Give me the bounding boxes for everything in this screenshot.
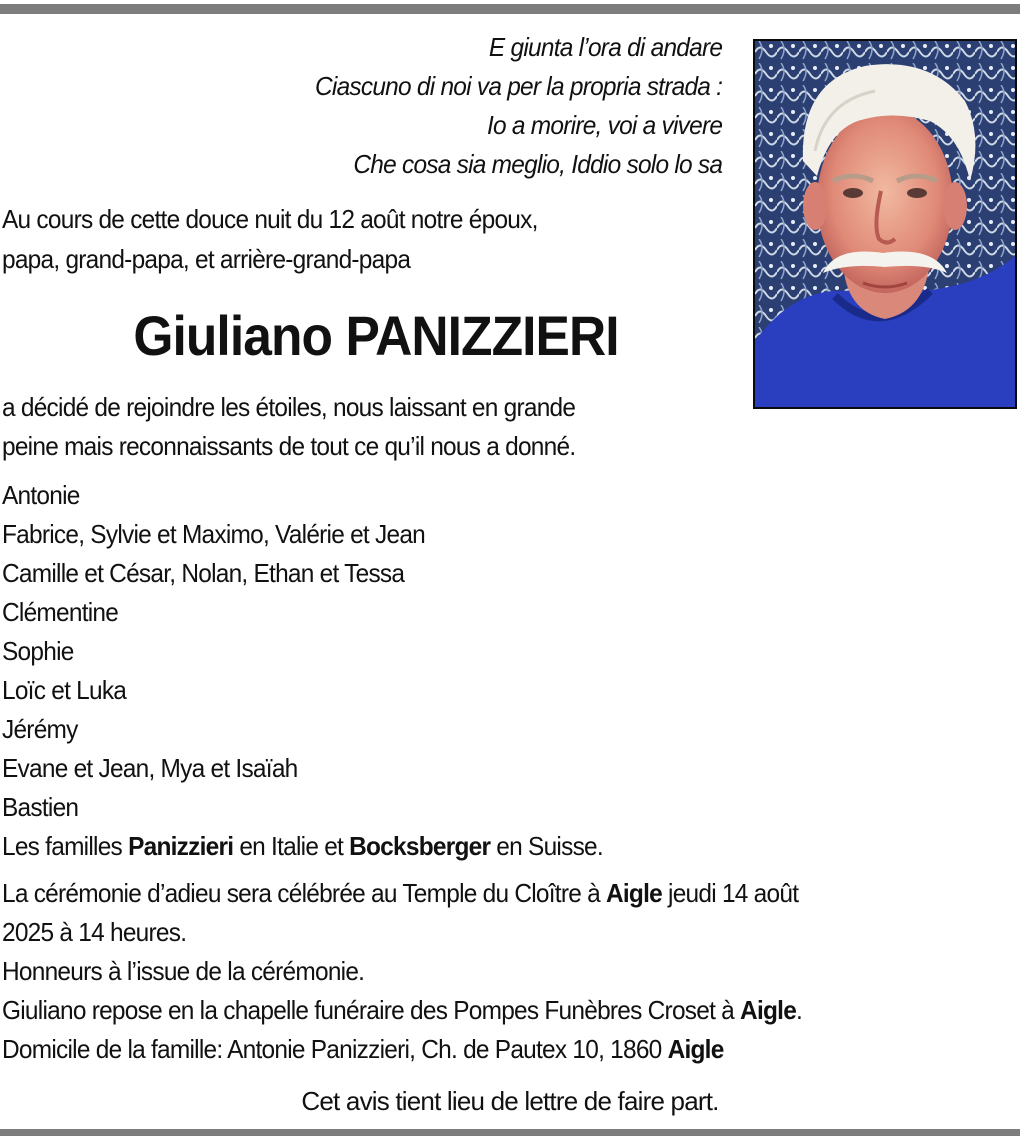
family-member-line: Bastien bbox=[2, 792, 79, 822]
family-member-line: Evane et Jean, Mya et Isaïah bbox=[2, 753, 298, 783]
families-middle: en Italie et bbox=[233, 831, 350, 861]
family-member-line: Jérémy bbox=[2, 714, 78, 744]
poem bbox=[315, 28, 722, 184]
poem-line: E giunta l’ora di andare bbox=[488, 32, 722, 62]
place-aigle: Aigle bbox=[667, 1034, 724, 1064]
families-suffix: en Suisse. bbox=[490, 831, 603, 861]
ceremony-date: jeudi 14 août bbox=[661, 878, 799, 908]
poem-line: Ciascuno di noi va per la propria strada : bbox=[314, 71, 722, 101]
after-name-line: a décidé de rejoindre les étoiles, nous laissant en grande bbox=[2, 392, 576, 422]
family-name-switzerland: Bocksberger bbox=[349, 831, 491, 861]
family-member-line: Camille et César, Nolan, Ethan et Tessa bbox=[2, 558, 405, 588]
families-line bbox=[2, 827, 603, 866]
poem-line: Che cosa sia meglio, Iddio solo lo sa bbox=[353, 149, 722, 179]
place-aigle: Aigle bbox=[740, 995, 797, 1025]
place-aigle: Aigle bbox=[605, 878, 662, 908]
closing-note: Cet avis tient lieu de lettre de faire part. bbox=[301, 1086, 719, 1116]
deceased-name: Giuliano PANIZZIERI bbox=[133, 304, 619, 367]
chapel-text: Giuliano repose en la chapelle funéraire des Pompes Funèbres Croset à bbox=[2, 995, 741, 1025]
portrait-photo bbox=[753, 39, 1017, 409]
ceremony-text: La cérémonie d’adieu sera célébrée au Temple du Cloître à bbox=[2, 878, 606, 908]
intro-line: Au cours de cette douce nuit du 12 août notre époux, bbox=[2, 204, 538, 234]
family-member-line: Fabrice, Sylvie et Maximo, Valérie et Jean bbox=[2, 519, 426, 549]
chapel-suffix: . bbox=[796, 995, 803, 1025]
after-name-paragraph bbox=[2, 388, 575, 466]
families-prefix: Les familles bbox=[2, 831, 129, 861]
family-member-line: Clémentine bbox=[2, 597, 119, 627]
ceremony-time: 2025 à 14 heures. bbox=[2, 917, 187, 947]
ceremony-details bbox=[2, 874, 802, 1069]
intro-paragraph bbox=[2, 199, 538, 279]
ceremony-line bbox=[2, 874, 802, 913]
intro-line: papa, grand-papa, et arrière-grand-papa bbox=[2, 244, 411, 274]
honours-line: Honneurs à l’issue de la cérémonie. bbox=[2, 956, 365, 986]
after-name-line: peine mais reconnaissants de tout ce qu’il nous a donné. bbox=[2, 431, 576, 461]
domicile-text: Domicile de la famille: Antonie Panizzieri, Ch. de Pautex 10, 1860 bbox=[2, 1034, 668, 1064]
family-list bbox=[2, 476, 603, 866]
poem-line: Io a morire, voi a vivere bbox=[486, 110, 722, 140]
family-name-italy: Panizzieri bbox=[128, 831, 234, 861]
top-rule bbox=[0, 4, 1020, 14]
family-member-line: Antonie bbox=[2, 480, 80, 510]
chapel-line bbox=[2, 991, 802, 1030]
family-member-line: Loïc et Luka bbox=[2, 675, 127, 705]
domicile-line bbox=[2, 1030, 802, 1069]
bottom-rule bbox=[0, 1129, 1020, 1136]
family-member-line: Sophie bbox=[2, 636, 74, 666]
